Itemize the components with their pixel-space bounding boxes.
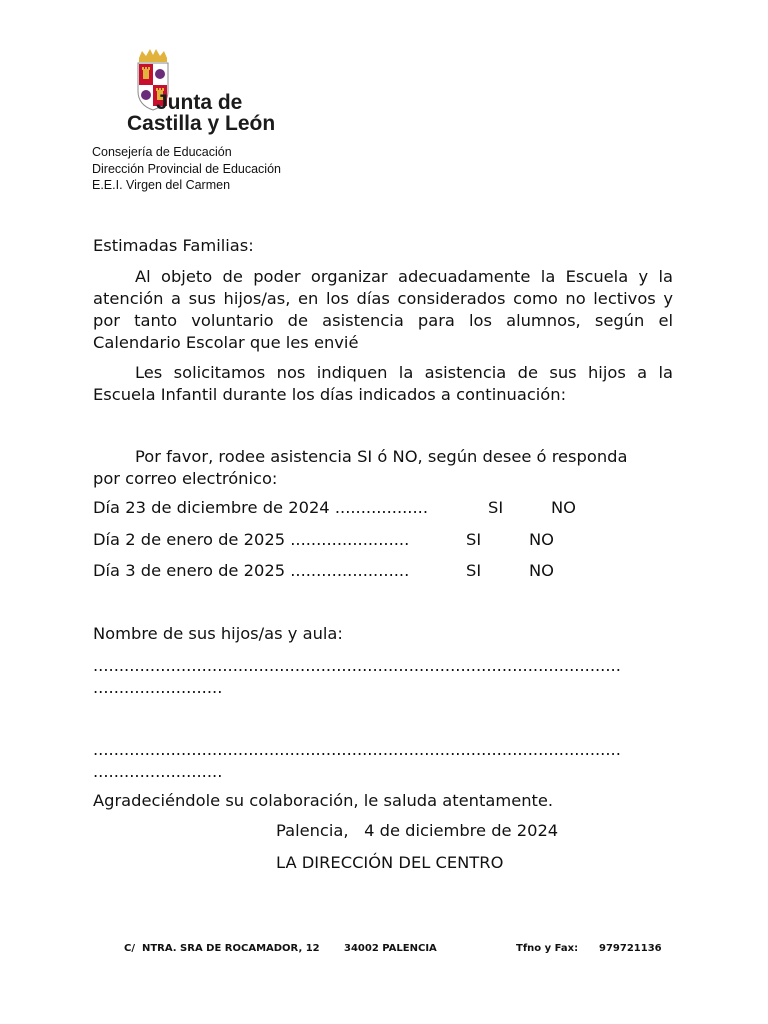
logo-wordmark	[127, 92, 275, 134]
day-label: Día 3 de enero de 2025 .......................	[93, 561, 410, 580]
children-label: Nombre de sus hijos/as y aula:	[93, 624, 343, 643]
footer-postal: 34002 PALENCIA	[344, 943, 437, 954]
paragraph-instructions: Por favor, rodee asistencia SI ó NO, según desee ó responda por correo electrónico:	[93, 447, 628, 488]
fill-line-1[interactable]: ......................................................................................................	[93, 656, 621, 675]
option-si[interactable]: SI	[488, 498, 504, 517]
junta-logo	[93, 47, 303, 147]
fill-line-2-cont[interactable]: .........................	[93, 762, 223, 781]
header-line-direccion: Dirección Provincial de Educación	[92, 161, 281, 176]
day-label: Día 23 de diciembre de 2024 ..................	[93, 498, 428, 517]
paragraph-intro: Al objeto de poder organizar adecuadamente la Escuela y la atención a sus hijos/as, en los días considerados como no lectivos y por tanto voluntario de asistencia para los alumnos, según el Calendario Escolar que les envié	[93, 267, 673, 352]
institution-header	[92, 144, 281, 194]
option-no[interactable]: NO	[529, 530, 554, 549]
closing: Agradeciéndole su colaboración, le saluda atentamente.	[93, 791, 554, 810]
place-date: Palencia, 4 de diciembre de 2024	[276, 821, 559, 840]
option-si[interactable]: SI	[466, 561, 482, 580]
fill-line-1-cont[interactable]: .........................	[93, 678, 223, 697]
greeting: Estimadas Familias:	[93, 236, 254, 255]
option-no[interactable]: NO	[529, 561, 554, 580]
footer-phone: 979721136	[599, 943, 662, 954]
signature: LA DIRECCIÓN DEL CENTRO	[276, 853, 504, 872]
footer-address: C/ NTRA. SRA DE ROCAMADOR, 12	[124, 943, 320, 954]
day-label: Día 2 de enero de 2025 .......................	[93, 530, 410, 549]
logo-line-2: Castilla y León	[127, 112, 276, 135]
paragraph-request: Les solicitamos nos indiquen la asistencia de sus hijos a la Escuela Infantil durante los días indicados a continuación:	[93, 363, 673, 404]
option-no[interactable]: NO	[551, 498, 576, 517]
fill-line-2[interactable]: ......................................................................................................	[93, 740, 621, 759]
option-si[interactable]: SI	[466, 530, 482, 549]
header-line-school: E.E.I. Virgen del Carmen	[92, 178, 231, 192]
logo-line-1: Junta de	[156, 91, 243, 114]
header-line-consejeria: Consejería de Educación	[92, 145, 232, 159]
footer-phone-label: Tfno y Fax:	[516, 943, 579, 954]
